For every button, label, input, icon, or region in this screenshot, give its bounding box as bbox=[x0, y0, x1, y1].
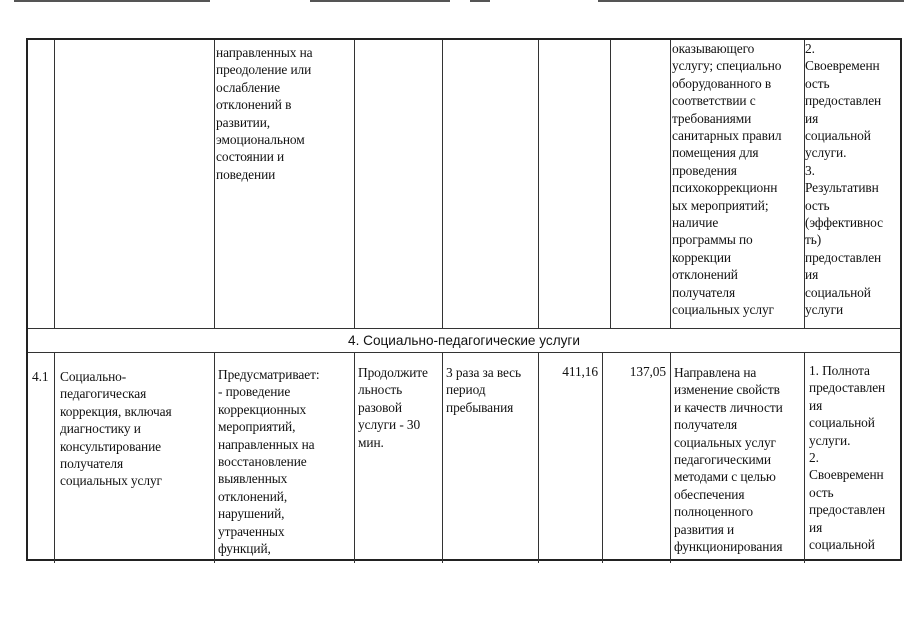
column-divider bbox=[538, 40, 539, 328]
top-border-fragment bbox=[598, 0, 904, 2]
column-divider bbox=[354, 40, 355, 328]
top-border-fragment bbox=[470, 0, 490, 2]
column-divider bbox=[442, 40, 443, 328]
section-title: 4. Социально-педагогические услуги bbox=[348, 333, 580, 348]
cell-description: направленных на преодоление или ослабление отклонений в развитии, эмоциональном состоянии и поведении bbox=[216, 45, 313, 182]
cell-service-name: Социально- педагогическая коррекция, включая диагностику и консультирование получателя социальных услуг bbox=[60, 369, 172, 489]
column-divider bbox=[538, 352, 539, 563]
top-border-fragment bbox=[310, 0, 450, 2]
cell-frequency: 3 раза за весь период пребывания bbox=[446, 365, 522, 415]
column-divider bbox=[610, 40, 611, 328]
cell-duration: Продолжите льность разовой услуги - 30 мин. bbox=[358, 365, 428, 450]
column-divider bbox=[214, 352, 215, 563]
column-divider bbox=[54, 40, 55, 328]
column-divider bbox=[354, 352, 355, 563]
row-divider bbox=[28, 328, 900, 329]
cell-tariff: 137,05 bbox=[629, 364, 666, 379]
column-divider bbox=[670, 40, 671, 328]
services-table bbox=[26, 38, 902, 561]
cell-quality-indicators: 1. Полнота предоставлен ия социальной услуги. 2. Своевременн ость предоставлен ия социальной bbox=[809, 363, 886, 553]
top-border-fragment bbox=[14, 0, 210, 2]
cell-conditions: Направлена на изменение свойств и качеств личности получателя социальных услуг педагогическими методами с целью обеспечения полноценного развития и функционирования bbox=[674, 365, 783, 555]
column-divider bbox=[442, 352, 443, 563]
column-divider bbox=[804, 352, 805, 563]
cell-row-number: 4.1 bbox=[32, 369, 49, 384]
row-divider bbox=[28, 352, 900, 353]
column-divider bbox=[670, 352, 671, 563]
column-divider bbox=[602, 352, 603, 563]
column-divider bbox=[54, 352, 55, 563]
cell-tariff: 411,16 bbox=[562, 364, 598, 379]
cell-conditions: оказывающего услугу; специально оборудованного в соответствии с требованиями санитарных правил помещения для проведения психокоррекционн ых мероприятий; наличие программы по коррекции отклонений получателя социальных услуг bbox=[672, 41, 782, 318]
cell-description: Предусматривает: - проведение коррекционных мероприятий, направленных на восстановление выявленных отклонений, нарушений, утраченных функций, bbox=[218, 367, 320, 557]
column-divider bbox=[214, 40, 215, 328]
cell-quality-indicators: 2. Своевременн ость предоставлен ия социальной услуги. 3. Результативн ость (эффективнос ть) предоставлен ия социальной услуги bbox=[805, 41, 883, 318]
